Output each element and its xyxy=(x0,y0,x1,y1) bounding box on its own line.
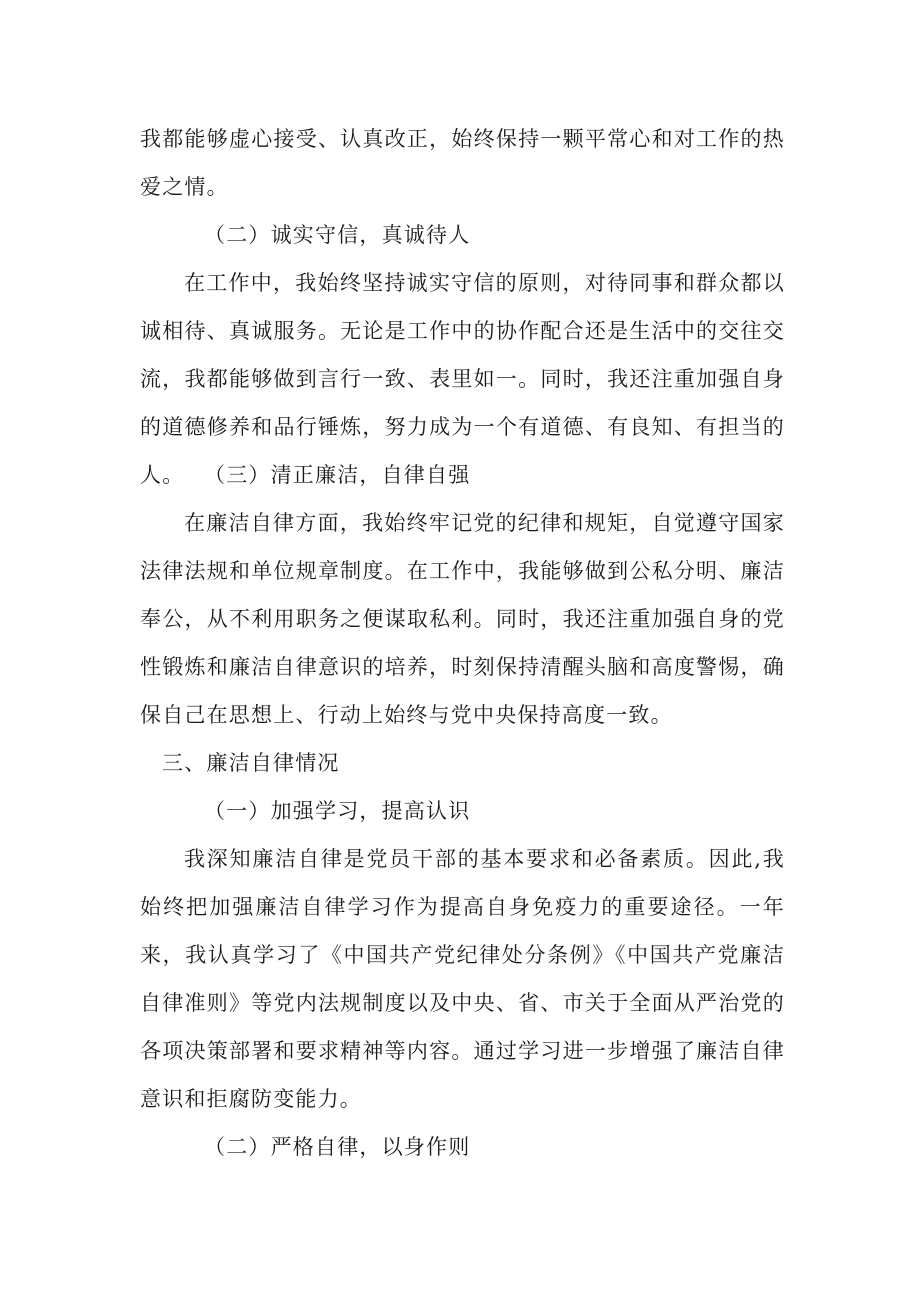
subheading-study: （一）加强学习，提高认识 xyxy=(204,799,471,823)
paragraph-continuation: 我都能够虚心接受、认真改正，始终保持一颗平常心和对工作的热爱之情。 xyxy=(140,127,785,199)
subheading-integrity: （三）清正廉洁，自律自强 xyxy=(204,463,471,487)
paragraph-study: 我深知廉洁自律是党员干部的基本要求和必备素质。因此,我始终把加强廉洁自律学习作为提高自身免疫力的重要途径。一年来，我认真学习了《中国共产党纪律处分条例》《中国共产党廉洁自律准则》等党内法规制度以及中央、省、市关于全面从严治党的各项决策部署和要求精神等内容。通过学习进一步增强了廉洁自律意识和拒腐防变能力。 xyxy=(140,847,785,1111)
paragraph-integrity: 在廉洁自律方面，我始终牢记党的纪律和规矩，自觉遵守国家法律法规和单位规章制度。在工作中，我能够做到公私分明、廉洁奉公，从不利用职务之便谋取私利。同时，我还注重加强自身的党性锻炼和廉洁自律意识的培养，时刻保持清醒头脑和高度警惕，确保自己在思想上、行动上始终与党中央保持高度一致。 xyxy=(140,511,785,727)
section-heading-self-discipline: 三、廉洁自律情况 xyxy=(162,751,340,775)
subheading-honesty: （二）诚实守信，真诚待人 xyxy=(204,223,471,247)
paragraph-honesty: 在工作中，我始终坚持诚实守信的原则，对待同事和群众都以诚相待、真诚服务。无论是工作中的协作配合还是生活中的交往交流，我都能够做到言行一致、表里如一。同时，我还注重加强自身的道德修养和品行锤炼，努力成为一个有道德、有良知、有担当的人。 xyxy=(140,271,785,487)
subheading-strict-discipline: （二）严格自律，以身作则 xyxy=(204,1135,471,1159)
